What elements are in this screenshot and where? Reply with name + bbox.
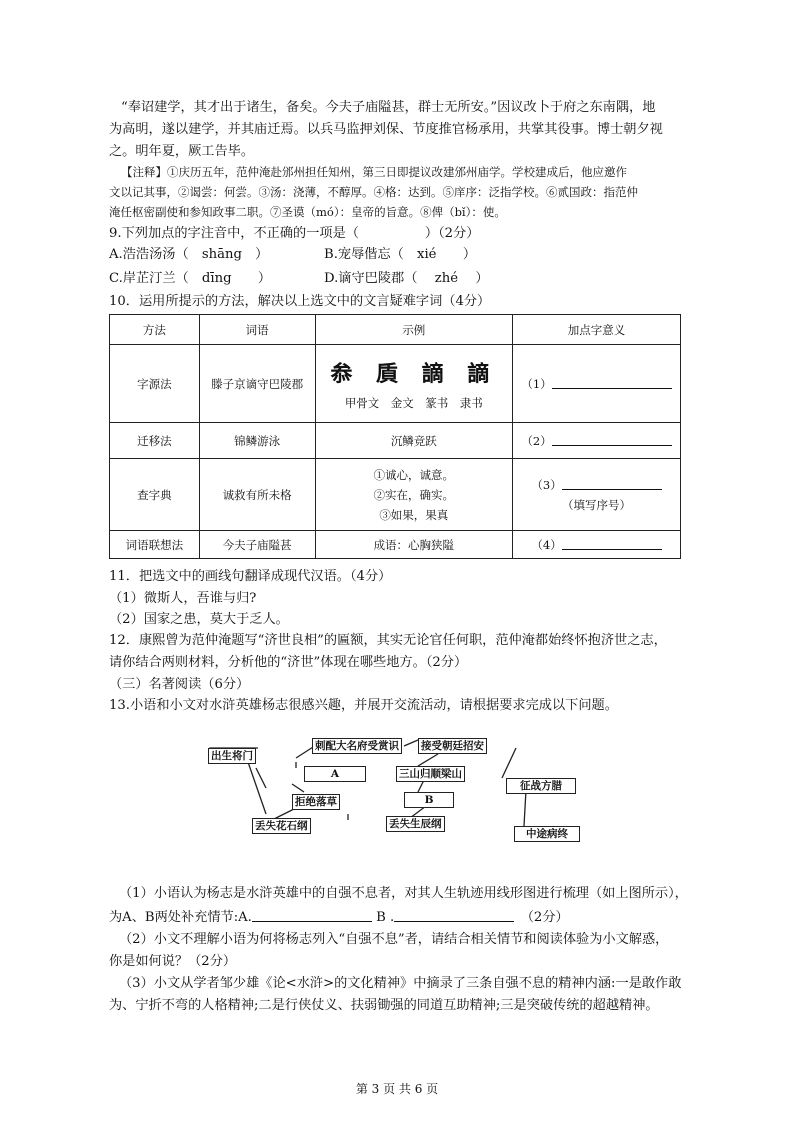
header-word: 词语 [199, 315, 315, 345]
node-guian: 接受朝廷招安 [418, 738, 487, 754]
node-peiyu: 刺配大名府受赏识 [312, 738, 402, 754]
node-refuse: 拒绝落草 [292, 794, 340, 810]
answer-label: （2） [521, 433, 552, 448]
question-12-line: 12．康熙曾为范仲淹题写“济世良相”的匾额，其实无论官任何职，范仲淹都始终怀抱济世之志， [109, 633, 667, 648]
blank-b[interactable] [394, 909, 514, 922]
question-13-part2: （2）小文不理解小语为何将杨志列入“自强不息”者，请结合相关情节和阅读体验为小文解惑， [119, 932, 669, 947]
answer-cell [513, 423, 681, 459]
table-row [110, 423, 681, 459]
question-13-part2: 你是如何说？（2分） [109, 954, 237, 969]
passage-line: 为高明，遂以建学，并其庙迁焉。以兵马监押刘保、节度推官杨承用，共掌其役事。博士朝夕视 [109, 122, 663, 137]
answer-label: （1） [521, 376, 552, 391]
notes-line: 文以记其事，②谒尝：何尝。③汤：浇薄，不醇厚。④格：达到。⑤庠序：泛指学校。⑥贰国政：指范仲 [109, 185, 638, 199]
answer-blank[interactable] [552, 376, 672, 389]
section-heading: （三）名著阅读（6分） [109, 677, 250, 692]
script-evolution-glyphs: 𠫵 貭 謫 謫 [330, 361, 498, 387]
script-caption: 甲骨文 金文 篆书 隶书 [344, 396, 483, 410]
word-cell: 今夫子庙隘甚 [199, 531, 315, 559]
question-11-stem: 11．把选文中的画线句翻译成现代汉语。（4分） [109, 569, 392, 584]
answer-cell [513, 459, 681, 531]
node-zhengfang: 征战方腊 [506, 778, 576, 794]
node-b: B [404, 792, 454, 808]
part1-b-label: B . [371, 910, 395, 925]
definition-2: ②实在，确实。 [373, 487, 455, 502]
header-method: 方法 [110, 315, 200, 345]
page-footer: 第 3 页 共 6 页 [355, 1082, 439, 1096]
question-13-part1: （1）小语认为杨志是水浒英雄中的自强不息者，对其人生轨迹用线形图进行梳理（如上图所示）， [119, 886, 688, 901]
answer-cell [513, 345, 681, 423]
question-13-part3: 为、宁折不弯的人格精神;二是行侠仗义、扶弱锄强的同道互助精神;三是突破传统的超越精神。 [109, 998, 659, 1013]
answer-blank[interactable] [562, 537, 662, 550]
option-b: B.宠辱偕忘（ xié ） [324, 247, 477, 262]
node-born: 出生将门 [208, 748, 256, 764]
question-10-stem: 10．运用所提示的方法，解决以上选文中的文言疑难字词（4分） [109, 294, 491, 309]
method-cell: 迁移法 [110, 423, 200, 459]
example-cell: 沉鳞竞跃 [315, 423, 513, 459]
part1-points: （2分） [514, 910, 569, 925]
answer-note: （填写序号） [562, 497, 632, 512]
definition-1: ①诚心，诚意。 [373, 467, 455, 482]
question-13-part1-fill [109, 909, 569, 927]
table-row [110, 345, 681, 423]
translate-sentence-1: （1）微斯人，吾谁与归? [109, 591, 257, 606]
definition-3: ③如果，果真 [379, 507, 449, 522]
node-lose-stone: 丢失花石纲 [252, 818, 311, 834]
question-13-part3: （3）小文从学者邹少雄《论<水浒>的文化精神》中摘录了三条自强不息的精神内涵:一是敢作敢 [119, 976, 682, 991]
header-meaning: 加点字意义 [513, 315, 681, 345]
word-cell: 锦鳞游泳 [199, 423, 315, 459]
example-cell: 成语：心胸狭隘 [315, 531, 513, 559]
question-13-stem: 13.小语和小文对水浒英雄杨志很感兴趣，并展开交流活动，请根据要求完成以下问题。 [109, 698, 618, 713]
answer-label: （3） [531, 477, 562, 492]
yangzhi-trajectory-diagram [196, 728, 576, 848]
word-cell: 滕子京谪守巴陵郡 [199, 345, 315, 423]
question-9-stem: 9.下列加点的字注音中，不正确的一项是（ ）（2分） [109, 226, 480, 241]
answer-blank[interactable] [552, 433, 672, 446]
method-cell: 字源法 [110, 345, 200, 423]
table-row [110, 459, 681, 531]
question-12-line: 请你结合两则材料，分析他的“济世”体现在哪些地方。（2分） [109, 655, 468, 670]
example-cell [315, 459, 513, 531]
node-lose-gift: 丢失生辰纲 [386, 816, 445, 832]
passage-line: “奉诏建学，其才出于诸生，备矣。今夫子庙隘甚，群士无所安。”因议改卜于府之东南隅，地 [121, 100, 656, 115]
option-a: A.浩浩汤汤（ shāng ） [109, 247, 269, 262]
notes-line: 淹任枢密副使和参知政事二职。⑦圣谟（mó）：皇帝的旨意。⑧俾（bǐ）：使。 [109, 205, 506, 219]
blank-a[interactable] [252, 909, 372, 922]
translate-sentence-2: （2）国家之患，莫大于乏人。 [109, 612, 289, 627]
node-sanshan: 三山归顺梁山 [396, 766, 465, 782]
option-d: D.谪守巴陵郡（ zhé ） [324, 271, 489, 286]
header-example: 示例 [315, 315, 513, 345]
answer-cell [513, 531, 681, 559]
method-cell: 词语联想法 [110, 531, 200, 559]
method-table [109, 314, 681, 559]
word-cell: 诚救有所未格 [199, 459, 315, 531]
node-died: 中途病终 [514, 826, 580, 842]
table-header-row [110, 315, 681, 345]
part1-prefix: 为A、B两处补充情节:A. [109, 910, 252, 925]
example-cell [315, 345, 513, 423]
answer-blank[interactable] [562, 477, 662, 490]
node-a: A [304, 766, 366, 782]
notes-line: 【注释】①庆历五年，范仲淹赴邠州担任知州，第三日即提议改建邠州庙学。学校建成后，他应邀作 [121, 165, 627, 179]
option-c: C.岸芷汀兰（ dīng ） [109, 271, 272, 286]
passage-line: 之。明年夏，厥工告毕。 [109, 144, 255, 159]
table-row [110, 531, 681, 559]
method-cell: 查字典 [110, 459, 200, 531]
answer-label: （4） [531, 537, 562, 552]
